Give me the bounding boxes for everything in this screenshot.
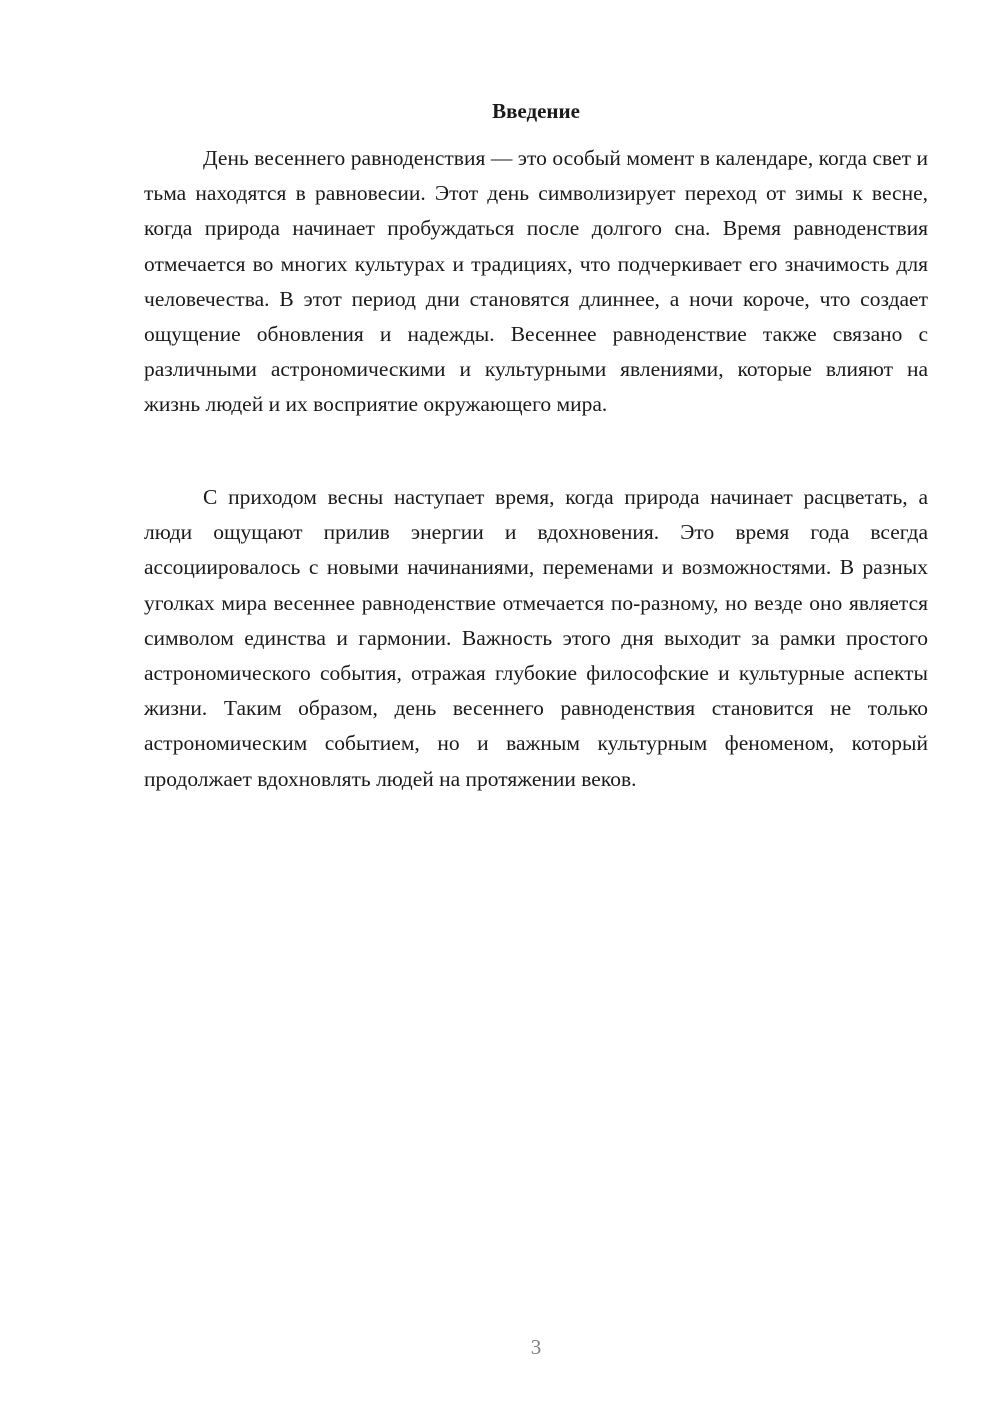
page-number: 3 <box>530 1335 542 1359</box>
section-title: Введение <box>492 99 580 123</box>
paragraph-spring: С приходом весны наступает время, когда природа начинает расцветать, а люди ощущают прилив энергии и вдохновения. Это время года всегда ассоциировалось с новыми начинаниями, переменами и возможностями. В разных уголках мира весеннее равноденствие отмечается по-разному, но везде оно является символом единства и гармонии. Важность этого дня выходит за рамки простого астрономического события, отражая глубокие философские и культурные аспекты жизни. Таким образом, день весеннего равноденствия становится не только астрономическим событием, но и важным культурным феноменом, который продолжает вдохновлять людей на протяжении веков. <box>144 485 928 791</box>
paragraph-intro: День весеннего равноденствия — это особый момент в календаре, когда свет и тьма находятся в равновесии. Этот день символизирует переход от зимы к весне, когда природа начинает пробуждаться после долгого сна. Время равноденствия отмечается во многих культурах и традициях, что подчеркивает его значимость для человечества. В этот период дни становятся длиннее, а ночи короче, что создает ощущение обновления и надежды. Весеннее равноденствие также связано с различными астрономическими и культурными явлениями, которые влияют на жизнь людей и их восприятие окружающего мира. <box>144 146 928 417</box>
